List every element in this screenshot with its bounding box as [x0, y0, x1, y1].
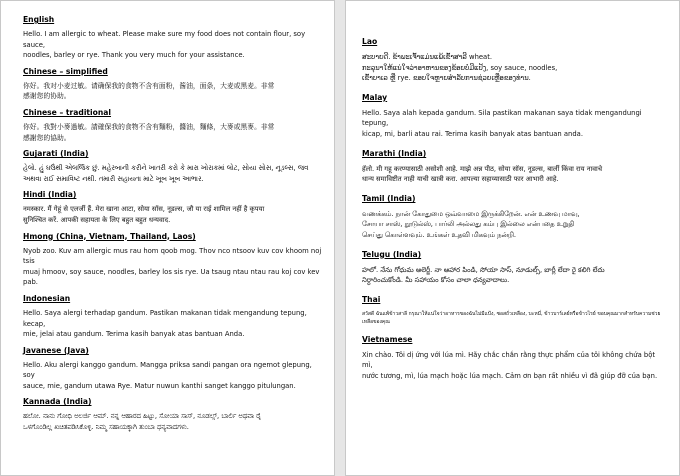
heading-hmong: Hmong (China, Vietnam, Thailand, Laos)	[23, 231, 196, 241]
left-page	[0, 0, 335, 476]
text-english: Hello. I am allergic to wheat. Please make sure my food does not contain flour, soy sauce, noodles, barley or rye. Thank you very much for your assistance.	[23, 30, 306, 60]
text-telugu: హలో. నేను గోధుమ అలెర్జీ. నా ఆహార పిండి, సోయా సాస్, నూడుల్స్, బార్లీ లేదా రై కలిగి లేదు నిర్ధారించుకోండి. మీ సహాయం కోసం చాలా ధన్యవాదాలు.	[362, 265, 605, 285]
heading-hindi: Hindi (India)	[23, 190, 77, 200]
heading-javanese: Javanese (Java)	[23, 345, 89, 355]
heading-malay: Malay	[362, 92, 388, 102]
text-javanese: Hello. Aku alergi kanggo gandum. Mangga priksa sandi pangan ora ngemot glepung, soy sauce, mie, gandum utawa Rye. Matur nuwun kanthi sanget kanggo pitulungan.	[23, 360, 312, 390]
entry-chinese-simplified	[23, 67, 322, 102]
text-vietnamese: Xin chào. Tôi dị ứng với lúa mì. Hãy chắc chắn rằng thực phẩm của tôi không chứa bột mì, nước tương, mì, lúa mạch hoặc lúa mạch. Cảm ơn bạn rất nhiều vì đã giúp đỡ của bạn.	[362, 350, 658, 380]
right-page	[345, 0, 680, 476]
entry-tamil	[362, 194, 667, 241]
heading-thai: Thai	[362, 294, 381, 304]
text-marathi: हॅलो. मी गहू करण्यासाठी असोशी आहे. माझे अन्न पीठ, सोया सॉस, नूडल्स, बार्ली किंवा राय नावाचे धान्य समाविष्टीत नाही याची खात्री करा. आपल्या सहाय्यासाठी फार आभारी आहे.	[362, 164, 603, 184]
heading-tamil: Tamil (India)	[362, 193, 416, 203]
heading-indonesian: Indonesian	[23, 293, 71, 303]
text-lao: ສະບາຍດີ. ຂ້າພະເຈົ້າແມ່ນແພ້ເຂົ້າສາລີ wheat. ກະລຸນາໃຫ້ແນ່ໃຈວ່າອາຫານຂອງຂ້ອຍບໍ່ມີແປ້ງ, soy sauce, noodles, ເຂົ້າບາເລ ຫຼື rye. ຂອບໃຈຫຼາຍສໍາລັບການຊ່ວຍເຫຼືອຂອງທ່ານ.	[362, 53, 558, 83]
text-chinese-simplified: 你好。我对小麦过敏。请确保我的食物不含有面粉，酱油，面条，大麦或黑麦。非常 感谢您的协助。	[23, 81, 275, 101]
heading-english: English	[23, 15, 55, 24]
text-hindi: नमस्कार. मैं गेहूं से एलर्जी हैं. मेरा खाना आटा, सोया सॉस, नूडल्स, जौ या राई शामिल नहीं है कृपया सुनिश्चित करें. आपकी सहायता के लिए बहुत बहुत धन्यवाद.	[23, 205, 265, 224]
entry-indonesian	[23, 294, 322, 340]
entry-hindi	[23, 190, 322, 225]
heading-chinese-traditional: Chinese – traditional	[23, 107, 112, 117]
text-chinese-traditional: 你好。我對小麥過敏。請確保我的食物不含有麵粉，醬油，麵條，大麥或黑麥。非常 感謝您的協助。	[23, 122, 275, 142]
heading-kannada: Kannada (India)	[23, 397, 92, 407]
text-thai: สวัสดี ฉันแพ้ข้าวสาลี กรุณาให้แน่ใจว่าอาหารของฉันไม่มีแป้ง, ซอสถั่วเหลือง, บะหมี่, ข้าวบาร์เลย์หรือข้าวไรย์ ขอบคุณมากสำหรับความช่วยเหลือของคุณ	[362, 310, 661, 325]
entry-hmong	[23, 232, 322, 288]
entry-malay	[362, 93, 667, 140]
heading-telugu: Telugu (India)	[362, 249, 422, 259]
entry-vietnamese	[362, 335, 667, 382]
text-kannada: ಹಲೋ. ನಾನು ಗೋಧಿ ಅಲರ್ಜಿ ಆಮ್. ನನ್ನ ಆಹಾರದ ಹಿಟ್ಟು, ಸೋಯಾ ಸಾಸ್, ನೂಡಲ್ಸ್, ಬಾರ್ಲಿ ಅಥವಾ ರೈ ಒಳಗೊಂಡಿಲ್ಲ ಖಚಿತಪಡಿಸಿಕೊಳ್ಳಿ. ನಿಮ್ಮ ಸಹಾಯಕ್ಕಾಗಿ ತುಂಬಾ ಧನ್ಯವಾದಗಳು.	[23, 412, 262, 432]
heading-lao: Lao	[362, 37, 378, 46]
text-hmong: Nyob zoo. Kuv am allergic mus rau hom qoob mog. Thov nco ntsoov kuv cov khoom noj tsis muaj hmoov, soy sauce, noodles, barley los sis rye. Ua tsaug ntau ntau rau koj cov kev pab.	[23, 246, 322, 287]
entry-kannada	[23, 397, 322, 432]
entry-lao	[362, 37, 667, 84]
heading-gujarati: Gujarati (India)	[23, 149, 89, 159]
entry-gujarati	[23, 149, 322, 184]
text-malay: Hello. Saya alah kepada gandum. Sila pastikan makanan saya tidak mengandungi tepung, kicap, mi, barli atau rai. Terima kasih banyak atas bantuan anda.	[362, 108, 642, 138]
entry-marathi	[362, 149, 667, 185]
heading-chinese-simplified: Chinese – simplified	[23, 66, 108, 76]
text-gujarati: હેલો. હું ઘઉંથી એલર્જિક છું. મહેરબાની કરીને ખાતરી કરો કે મારા ખોરાકમાં લોટ, સોયા સોસ, નૂડલ્સ, જવ અથવા રાઈ સમાવિષ્ટ નથી. તમારી સહાયતા માટે ખૂબ ખૂબ આભાર.	[23, 164, 309, 183]
entry-thai	[362, 295, 667, 326]
text-tamil: வணக்கம். நான் கோதுமை ஒவ்வாமை இருக்கிறேன். என் உணவு மாவு, சோயா சாஸ், நூடுல்ஸ், பார்லி அல்லது கம்பு இல்லை என்பதை உறுதி செய்து கொள்ளவும். உங்கள் உதவி மிகவும் நன்றி.	[362, 209, 580, 239]
entry-english	[23, 15, 322, 61]
heading-vietnamese: Vietnamese	[362, 334, 413, 344]
text-indonesian: Hello. Saya alergi terhadap gandum. Pastikan makanan tidak mengandung tepung, kecap, mie, jelai atau gandum. Terima kasih banyak atas bantuan Anda.	[23, 308, 307, 339]
entry-javanese	[23, 346, 322, 392]
entry-telugu	[362, 250, 667, 286]
heading-marathi: Marathi (India)	[362, 148, 427, 158]
entry-chinese-traditional	[23, 108, 322, 143]
